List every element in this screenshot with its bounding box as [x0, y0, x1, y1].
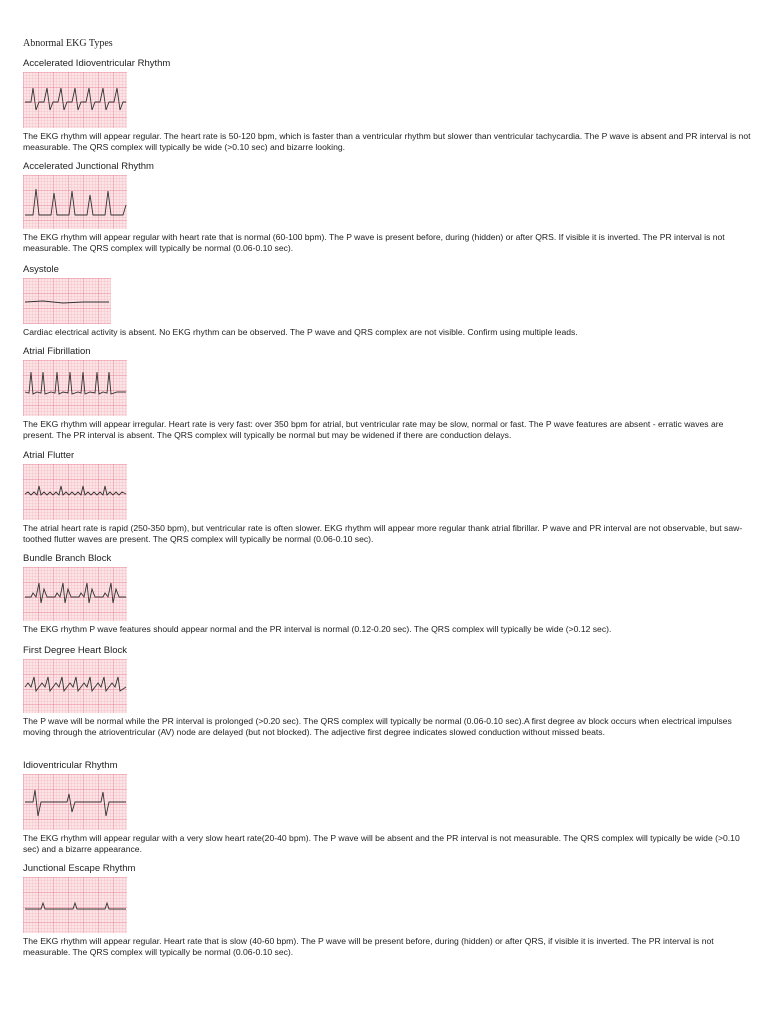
section-atrial-flutter: [23, 450, 751, 545]
ekg-strip-image: [23, 360, 127, 416]
section-description: The atrial heart rate is rapid (250-350 bpm), but ventricular rate is often slower. EKG rhythm will appear more regular thank atrial fibrillar. P wave and PR interval are not observable, but saw-toothed flutter waves are present. The QRS complex will typically be normal (0.06-0.10 sec).: [23, 523, 743, 544]
section-title: First Degree Heart Block: [23, 645, 128, 656]
document-title: Abnormal EKG Types: [23, 38, 113, 49]
ekg-strip-image: [23, 175, 127, 229]
section-description: The P wave will be normal while the PR interval is prolonged (>0.20 sec). The QRS complex will typically be normal (0.06-0.10 sec).A first degree av block occurs when electrical impulses moving through the atrioventricular (AV) node are delayed (but not blocked). The adjective first degree indicates slowed conduction without missed beats.: [23, 716, 732, 737]
ekg-strip-image: [23, 567, 127, 621]
section-accelerated-junctional: [23, 161, 751, 254]
section-description: The EKG rhythm will appear regular with a very slow heart rate(20-40 bpm). The P wave will be absent and the PR interval is not measurable. The QRS complex will typically be wide (>0.10 sec) and a bizarre appearance.: [23, 833, 740, 854]
section-description: The EKG rhythm will appear regular with heart rate that is normal (60-100 bpm). The P wave is present before, during (hidden) or after QRS. If visible it is inverted. The PR interval is not measurable. The QRS complex will typically be normal (0.06-0.10 sec).: [23, 232, 725, 253]
section-title: Asystole: [23, 264, 59, 275]
section-description: The EKG rhythm will appear regular. The heart rate is 50-120 bpm, which is faster than a ventricular rhythm but slower than ventricular tachycardia. The P wave is absent and PR interval is not measurable. The QRS complex will typically be wide (>0.10 sec) and bizarre looking.: [23, 131, 751, 152]
section-title: Accelerated Junctional Rhythm: [23, 161, 154, 172]
section-title: Bundle Branch Block: [23, 553, 112, 564]
section-description: Cardiac electrical activity is absent. No EKG rhythm can be observed. The P wave and QRS complex are not visible. Confirm using multiple leads.: [23, 327, 578, 337]
section-title: Accelerated Idioventricular Rhythm: [23, 58, 171, 69]
section-title: Atrial Flutter: [23, 450, 75, 461]
section-atrial-fibrillation: [23, 346, 751, 441]
section-title: Idioventricular Rhythm: [23, 760, 118, 771]
section-description: The EKG rhythm will appear regular. Heart rate that is slow (40-60 bpm). The P wave will be present before, during (hidden) or after QRS, if visible it is inverted. The PR interval is not measurable. The QRS complex will typically be normal (0.06-0.10 sec).: [23, 936, 714, 957]
ekg-strip-image: [23, 464, 127, 520]
section-junctional-escape: [23, 863, 751, 958]
ekg-strip-image: [23, 659, 127, 713]
ekg-strip-image: [23, 877, 127, 933]
section-description: The EKG rhythm P wave features should appear normal and the PR interval is normal (0.12-0.20 sec). The QRS complex will typically be wide (>0.12 sec).: [23, 624, 612, 634]
section-description: The EKG rhythm will appear irregular. Heart rate is very fast: over 350 bpm for atrial, but ventricular rate may be slow, normal or fast. The P wave features are absent - erratic waves are present. The PR interval is absent. The QRS complex will typically be normal but may be widened if there are conduction delays.: [23, 419, 724, 440]
section-bundle-branch-block: [23, 553, 751, 635]
ekg-strip-image: [23, 278, 111, 324]
section-accelerated-idioventricular: [23, 58, 751, 153]
ekg-strip-image: [23, 72, 127, 128]
section-idioventricular: [23, 760, 751, 855]
section-asystole: [23, 264, 751, 338]
section-first-degree-heart-block: [23, 645, 751, 738]
ekg-strip-image: [23, 774, 127, 830]
section-title: Atrial Fibrillation: [23, 346, 91, 357]
section-title: Junctional Escape Rhythm: [23, 863, 136, 874]
